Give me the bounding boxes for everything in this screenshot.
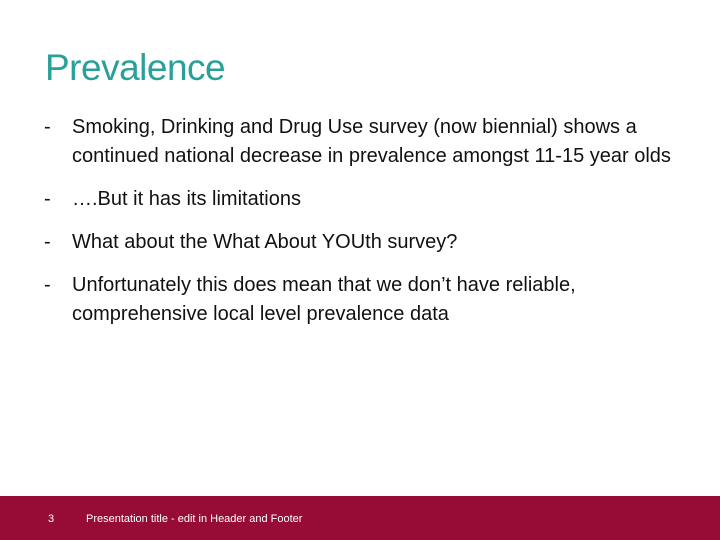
page-number: 3 [48,513,55,525]
bullet-text: Unfortunately this does mean that we don’t have reliable, comprehensive local level prevalence data [72,274,576,325]
bullet-item [44,228,694,257]
bullet-item [44,271,694,329]
footer-bar [0,496,720,540]
bullet-list [44,113,694,343]
bullet-marker: - [44,188,51,210]
bullet-marker: - [44,116,51,138]
bullet-text: Smoking, Drinking and Drug Use survey (now biennial) shows a continued national decrease in prevalence amongst 11-15 year olds [72,116,671,167]
slide-title: Prevalence [45,47,226,88]
bullet-text: What about the What About YOUth survey? [72,231,458,253]
bullet-marker: - [44,231,51,253]
footer-text: Presentation title - edit in Header and Footer [86,513,303,525]
bullet-text: ….But it has its limitations [72,188,301,210]
bullet-marker: - [44,274,51,296]
bullet-item [44,185,694,214]
bullet-item [44,113,694,171]
